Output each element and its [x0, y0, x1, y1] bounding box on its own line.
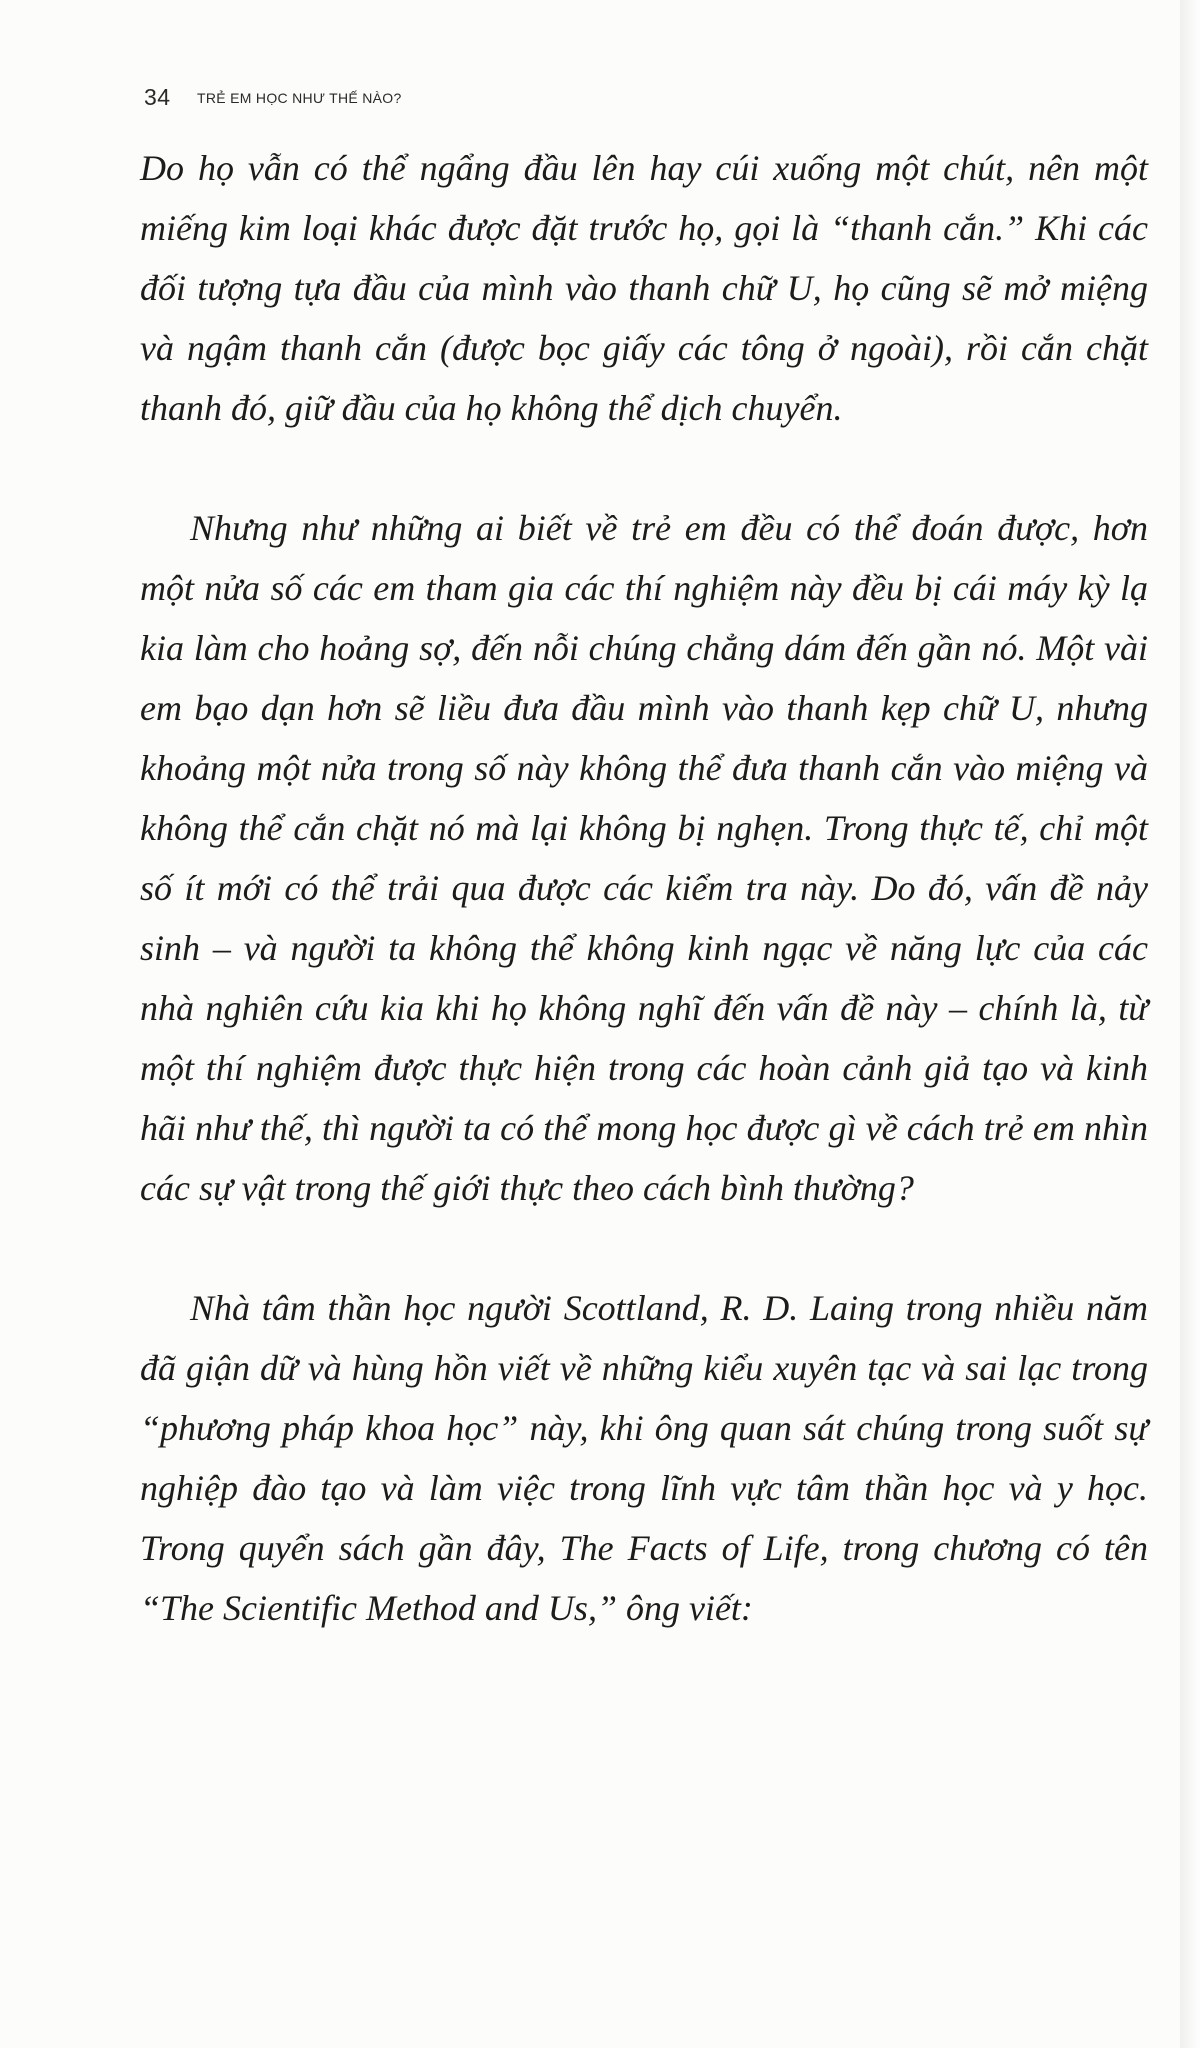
page-number: 34: [144, 84, 171, 110]
book-title: TRẺ EM HỌC NHƯ THẾ NÀO?: [197, 90, 402, 106]
paragraph-1: Do họ vẫn có thể ngẩng đầu lên hay cúi xuống một chút, nên một miếng kim loại khác được đặt trước họ, gọi là “thanh cắn.” Khi các đối tượng tựa đầu của mình vào thanh chữ U, họ cũng sẽ mở miệng và ngậm thanh cắn (được bọc giấy các tông ở ngoài), rồi cắn chặt thanh đó, giữ đầu của họ không thể dịch chuyển.: [140, 148, 1148, 428]
paragraph-3: Nhà tâm thần học người Scottland, R. D. Laing trong nhiều năm đã giận dữ và hùng hồn viết về những kiểu xuyên tạc và sai lạc trong “phương pháp khoa học” này, khi ông quan sát chúng trong suốt sự nghiệp đào tạo và làm việc trong lĩnh vực tâm thần học và y học. Trong quyển sách gần đây, The Facts of Life, trong chương có tên “The Scientific Method and Us,” ông viết:: [140, 1288, 1148, 1628]
body-text: [140, 138, 1148, 1638]
page-edge: [1180, 0, 1201, 2048]
paragraph-2: Nhưng như những ai biết về trẻ em đều có thể đoán được, hơn một nửa số các em tham gia các thí nghiệm này đều bị cái máy kỳ lạ kia làm cho hoảng sợ, đến nỗi chúng chẳng dám đến gần nó. Một vài em bạo dạn hơn sẽ liều đưa đầu mình vào thanh kẹp chữ U, nhưng khoảng một nửa trong số này không thể đưa thanh cắn vào miệng và không thể cắn chặt nó mà lại không bị nghẹn. Trong thực tế, chỉ một số ít mới có thể trải qua được các kiểm tra này. Do đó, vấn đề nảy sinh – và người ta không thể không kinh ngạc về năng lực của các nhà nghiên cứu kia khi họ không nghĩ đến vấn đề này – chính là, từ một thí nghiệm được thực hiện trong các hoàn cảnh giả tạo và kinh hãi như thế, thì người ta có thể mong học được gì về cách trẻ em nhìn các sự vật trong thế giới thực theo cách bình thường?: [140, 508, 1148, 1208]
running-header: [144, 84, 402, 111]
